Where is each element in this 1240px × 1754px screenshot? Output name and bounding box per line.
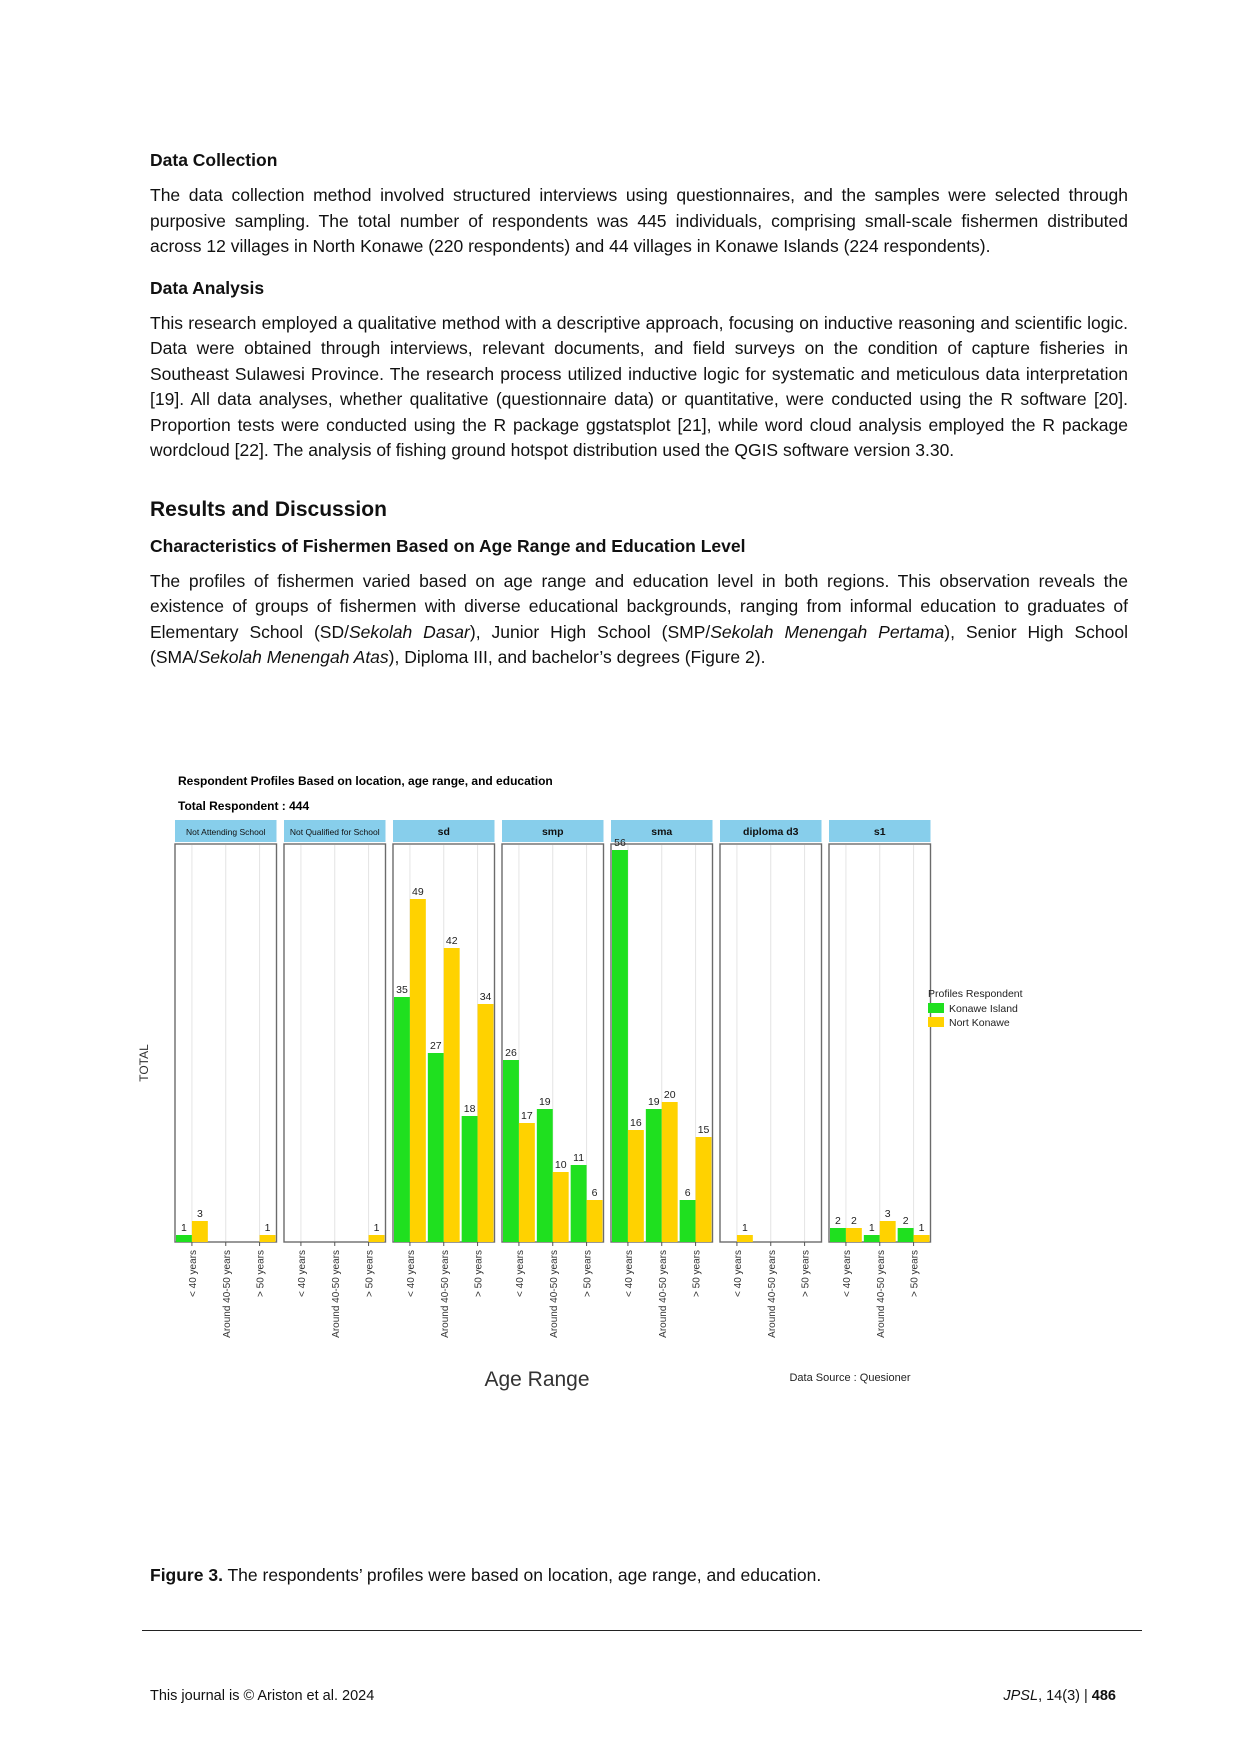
bar-konawe-island	[864, 1235, 880, 1242]
legend-label-nort-konawe: Nort Konawe	[949, 1017, 1010, 1029]
bar-value-label: 1	[373, 1222, 380, 1234]
bar-chart-svg	[137, 770, 1023, 1545]
x-tick-label: Around 40-50 years	[657, 1250, 669, 1338]
x-tick-label: > 50 years	[691, 1250, 703, 1297]
bar-nort-konawe	[628, 1130, 644, 1242]
bar-nort-konawe	[192, 1221, 208, 1242]
facet-label: Not Attending School	[186, 827, 266, 837]
legend-swatch-nort-konawe	[928, 1017, 944, 1027]
page-body	[150, 150, 1128, 681]
bar-konawe-island	[830, 1228, 846, 1242]
chart-subtitle: Total Respondent : 444	[178, 799, 310, 813]
facet-label: Not Qualified for School	[289, 827, 380, 837]
bar-nort-konawe	[587, 1200, 603, 1242]
x-tick-label: < 40 years	[514, 1250, 526, 1297]
bar-konawe-island	[394, 997, 410, 1242]
bar-nort-konawe	[519, 1123, 535, 1242]
x-tick-label: < 40 years	[405, 1250, 417, 1297]
bar-nort-konawe	[260, 1235, 276, 1242]
bar-konawe-island	[537, 1109, 553, 1242]
facet-label: sma	[651, 826, 673, 838]
bar-value-label: 2	[902, 1215, 909, 1227]
x-tick-label: < 40 years	[732, 1250, 744, 1297]
x-tick-label: < 40 years	[623, 1250, 635, 1297]
bar-konawe-island	[680, 1200, 696, 1242]
bar-nort-konawe	[696, 1137, 712, 1242]
bar-konawe-island	[646, 1109, 662, 1242]
bar-nort-konawe	[880, 1221, 896, 1242]
bar-value-label: 34	[479, 991, 492, 1003]
bar-value-label: 26	[505, 1047, 517, 1059]
footer-divider	[142, 1630, 1142, 1631]
bar-value-label: 16	[630, 1117, 642, 1129]
bar-value-label: 49	[412, 886, 424, 898]
bar-nort-konawe	[846, 1228, 862, 1242]
chart-title: Respondent Profiles Based on location, age range, and education	[178, 774, 553, 788]
bar-value-label: 20	[663, 1089, 676, 1101]
bar-konawe-island	[571, 1165, 587, 1242]
bar-value-label: 1	[264, 1222, 271, 1234]
x-axis-label: Age Range	[484, 1368, 590, 1391]
x-tick-label: < 40 years	[187, 1250, 199, 1297]
x-tick-label: < 40 years	[841, 1250, 853, 1297]
facet-label: sd	[437, 826, 450, 838]
y-axis-label: TOTAL	[137, 1044, 151, 1082]
bar-nort-konawe	[553, 1172, 569, 1242]
bar-nort-konawe	[444, 948, 460, 1242]
bar-nort-konawe	[478, 1004, 494, 1242]
bar-value-label: 19	[647, 1096, 660, 1108]
bar-value-label: 19	[538, 1096, 551, 1108]
legend-swatch-konawe-island	[928, 1003, 944, 1013]
bar-value-label: 1	[741, 1222, 748, 1234]
figure-caption: Figure 3. The respondents’ profiles were based on location, age range, and education.	[150, 1565, 822, 1585]
data-analysis-heading: Data Analysis	[150, 277, 265, 298]
bar-nort-konawe	[369, 1235, 385, 1242]
bar-value-label: 3	[196, 1208, 203, 1220]
bar-value-label: 6	[591, 1187, 598, 1199]
bar-value-label: 35	[396, 984, 408, 996]
data-collection-heading: Data Collection	[150, 150, 278, 170]
figure-chart	[137, 770, 1023, 1545]
x-tick-label: < 40 years	[296, 1250, 308, 1297]
results-subheading: Characteristics of Fishermen Based on Age Range and Education Level	[150, 535, 746, 556]
data-analysis-paragraph: This research employed a qualitative method with a descriptive approach, focusing on inductive reasoning and scientific logic. Data were obtained through interviews, relevant documents, and field surveys on the condition of capture fisheries in Southeast Sulawesi Province. The research process utilized inductive logic for systematic and meticulous data interpretation [19]. All data analyses, whether qualitative (questionnaire data) or quantitative, were conducted using the R software [20]. Proportion tests were conducted using the R package ggstatsplot [21], while word cloud analysis employed the R package wordcloud [22]. The analysis of fishing ground hotspot distribution used the QGIS software version 3.30.	[150, 312, 1128, 460]
x-tick-label: > 50 years	[255, 1250, 267, 1297]
bar-konawe-island	[898, 1228, 914, 1242]
bar-konawe-island	[612, 850, 628, 1242]
bar-value-label: 3	[884, 1208, 891, 1220]
bar-nort-konawe	[914, 1235, 930, 1242]
facet-label: diploma d3	[743, 826, 799, 838]
x-tick-label: > 50 years	[800, 1250, 812, 1297]
x-tick-label: > 50 years	[909, 1250, 921, 1297]
footer-copyright: This journal is © Ariston et al. 2024	[150, 1688, 375, 1704]
x-tick-label: Around 40-50 years	[439, 1250, 451, 1338]
bar-konawe-island	[428, 1053, 444, 1242]
x-tick-label: Around 40-50 years	[330, 1250, 342, 1338]
results-heading: Results and Discussion	[150, 497, 387, 521]
bar-value-label: 2	[835, 1215, 841, 1227]
bar-value-label: 1	[868, 1222, 875, 1234]
x-tick-label: Around 40-50 years	[875, 1250, 887, 1338]
bar-konawe-island	[503, 1060, 519, 1242]
facet-label: s1	[873, 826, 886, 838]
bar-value-label: 17	[521, 1110, 533, 1122]
x-tick-label: Around 40-50 years	[766, 1250, 778, 1338]
bar-value-label: 27	[429, 1040, 442, 1052]
results-paragraph: The profiles of fishermen varied based on age range and education level in both regions. This observation reveals the existence of groups of fishermen with diverse educational backgrounds, ranging from informal education to graduates of Elementary School (SD/Sekolah Dasar), Junior High School (SMP/Sekolah Menengah Pertama), Senior High School (SMA/Sekolah Menengah Atas), Diploma III, and bachelor’s degrees (Figure 2).	[150, 570, 1128, 667]
bar-value-label: 11	[573, 1152, 585, 1164]
bar-value-label: 6	[684, 1187, 691, 1199]
data-source-note: Data Source : Quesioner	[789, 1372, 911, 1384]
bar-value-label: 42	[445, 935, 458, 947]
bar-konawe-island	[176, 1235, 192, 1242]
bar-nort-konawe	[410, 899, 426, 1242]
bar-value-label: 1	[181, 1222, 187, 1234]
bar-value-label: 2	[850, 1215, 857, 1227]
bar-value-label: 56	[614, 837, 626, 849]
bar-value-label: 1	[918, 1222, 925, 1234]
bar-value-label: 18	[463, 1103, 476, 1115]
x-tick-label: Around 40-50 years	[221, 1250, 233, 1338]
x-tick-label: Around 40-50 years	[548, 1250, 560, 1338]
x-tick-label: > 50 years	[364, 1250, 376, 1297]
facet-label: smp	[541, 826, 564, 838]
bar-value-label: 15	[697, 1124, 710, 1136]
bar-nort-konawe	[662, 1102, 678, 1242]
x-tick-label: > 50 years	[582, 1250, 594, 1297]
bar-nort-konawe	[737, 1235, 753, 1242]
x-tick-label: > 50 years	[473, 1250, 485, 1297]
legend-label-konawe-island: Konawe Island	[949, 1003, 1018, 1015]
bar-value-label: 10	[554, 1159, 567, 1171]
data-collection-paragraph: The data collection method involved structured interviews using questionnaires, and the samples were selected through purposive sampling. The total number of respondents was 445 individuals, comprising small-scale fishermen distributed across 12 villages in North Konawe (220 respondents) and 44 villages in Konawe Islands (224 respondents).	[150, 185, 1128, 256]
footer-journal-ref: JPSL, 14(3) | 486	[1003, 1688, 1116, 1704]
bar-konawe-island	[462, 1116, 478, 1242]
legend-title: Profiles Respondent	[928, 988, 1023, 1000]
